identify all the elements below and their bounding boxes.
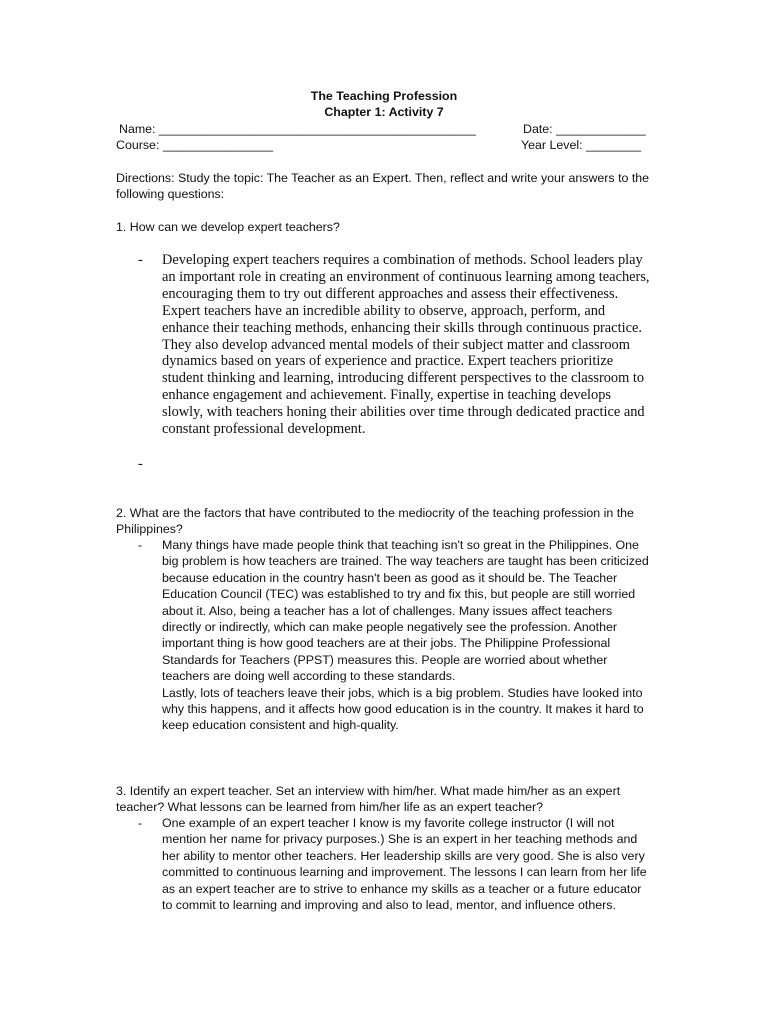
question-3: 3. Identify an expert teacher. Set an interview with him/her. What made him/her as an expert teacher? What lessons can be learned from him/her life as an expert teacher? (116, 784, 621, 815)
answer-1: Developing expert teachers requires a combination of methods. School leaders play an important role in creating an environment of continuous learning among teachers, encouraging them to try out different approaches and assess their effectiveness. Expert teachers have an incredible ability to observe, approach, perform, and enhance their teaching methods, enhancing their skills through continuous practice. They also develop advanced mental models of their subject matter and classroom dynamics based on years of experience and practice. Expert teachers prioritize student thinking and learning, introducing different perspectives to the classroom to enhance engagement and achievement. Finally, expertise in teaching develops slowly, with teachers honing their abilities over time through dedicated practice and constant professional development. (162, 252, 650, 438)
answer-2 (162, 537, 652, 734)
name-field: Name: ______________________________________________ (119, 122, 476, 136)
answer-2-paragraph-1: Many things have made people think that teaching isn't so great in the Philippines. One big problem is how teachers are trained. The way teachers are taught has been criticized because education in the country hasn't been as good as it should be. The Teacher Education Council (TEC) was established to try and fix this, but people are still worried about it. Also, being a teacher has a lot of challenges. Many issues affect teachers directly or indirectly, which can make people negatively see the profession. Another important thing is how good teachers are at their jobs. The Philippine Professional Standards for Teachers (PPST) measures this. People are worried about whether teachers are doing well according to these standards. (162, 538, 649, 684)
year-level-field: Year Level: ________ (521, 138, 642, 152)
answer-3-dash: - (138, 816, 143, 830)
question-2: 2. What are the factors that have contributed to the mediocrity of the teaching profession in the Philippines? (116, 506, 634, 537)
directions-text: Directions: Study the topic: The Teacher as an Expert. Then, reflect and write your answers to the following questions: (116, 171, 650, 202)
answer-1-extra-dash: - (138, 456, 143, 472)
answer-3: One example of an expert teacher I know is my favorite college instructor (I will not mention her name for privacy purposes.) She is an expert in her teaching methods and her ability to mentor other teachers. Her leadership skills are very good. She is also very committed to continuous learning and improvement. The lessons I can learn from her life as an expert teacher are to strive to enhance my skills as a teacher or a future educator to commit to learning and improving and also to lead, mentor, and influence others. (162, 816, 647, 913)
answer-2-dash: - (138, 538, 143, 552)
date-field: Date: _____________ (523, 122, 646, 136)
course-field: Course: ________________ (116, 138, 274, 152)
answer-2-paragraph-2: Lastly, lots of teachers leave their jobs, which is a big problem. Studies have looked into why this happens, and it affects how good education is in the country. It makes it hard to keep education consistent and high-quality. (162, 685, 644, 733)
question-1: 1. How can we develop expert teachers? (116, 220, 340, 234)
document-subtitle: Chapter 1: Activity 7 (324, 105, 444, 119)
document-title: The Teaching Profession (310, 89, 458, 103)
answer-1-dash: - (138, 252, 143, 268)
